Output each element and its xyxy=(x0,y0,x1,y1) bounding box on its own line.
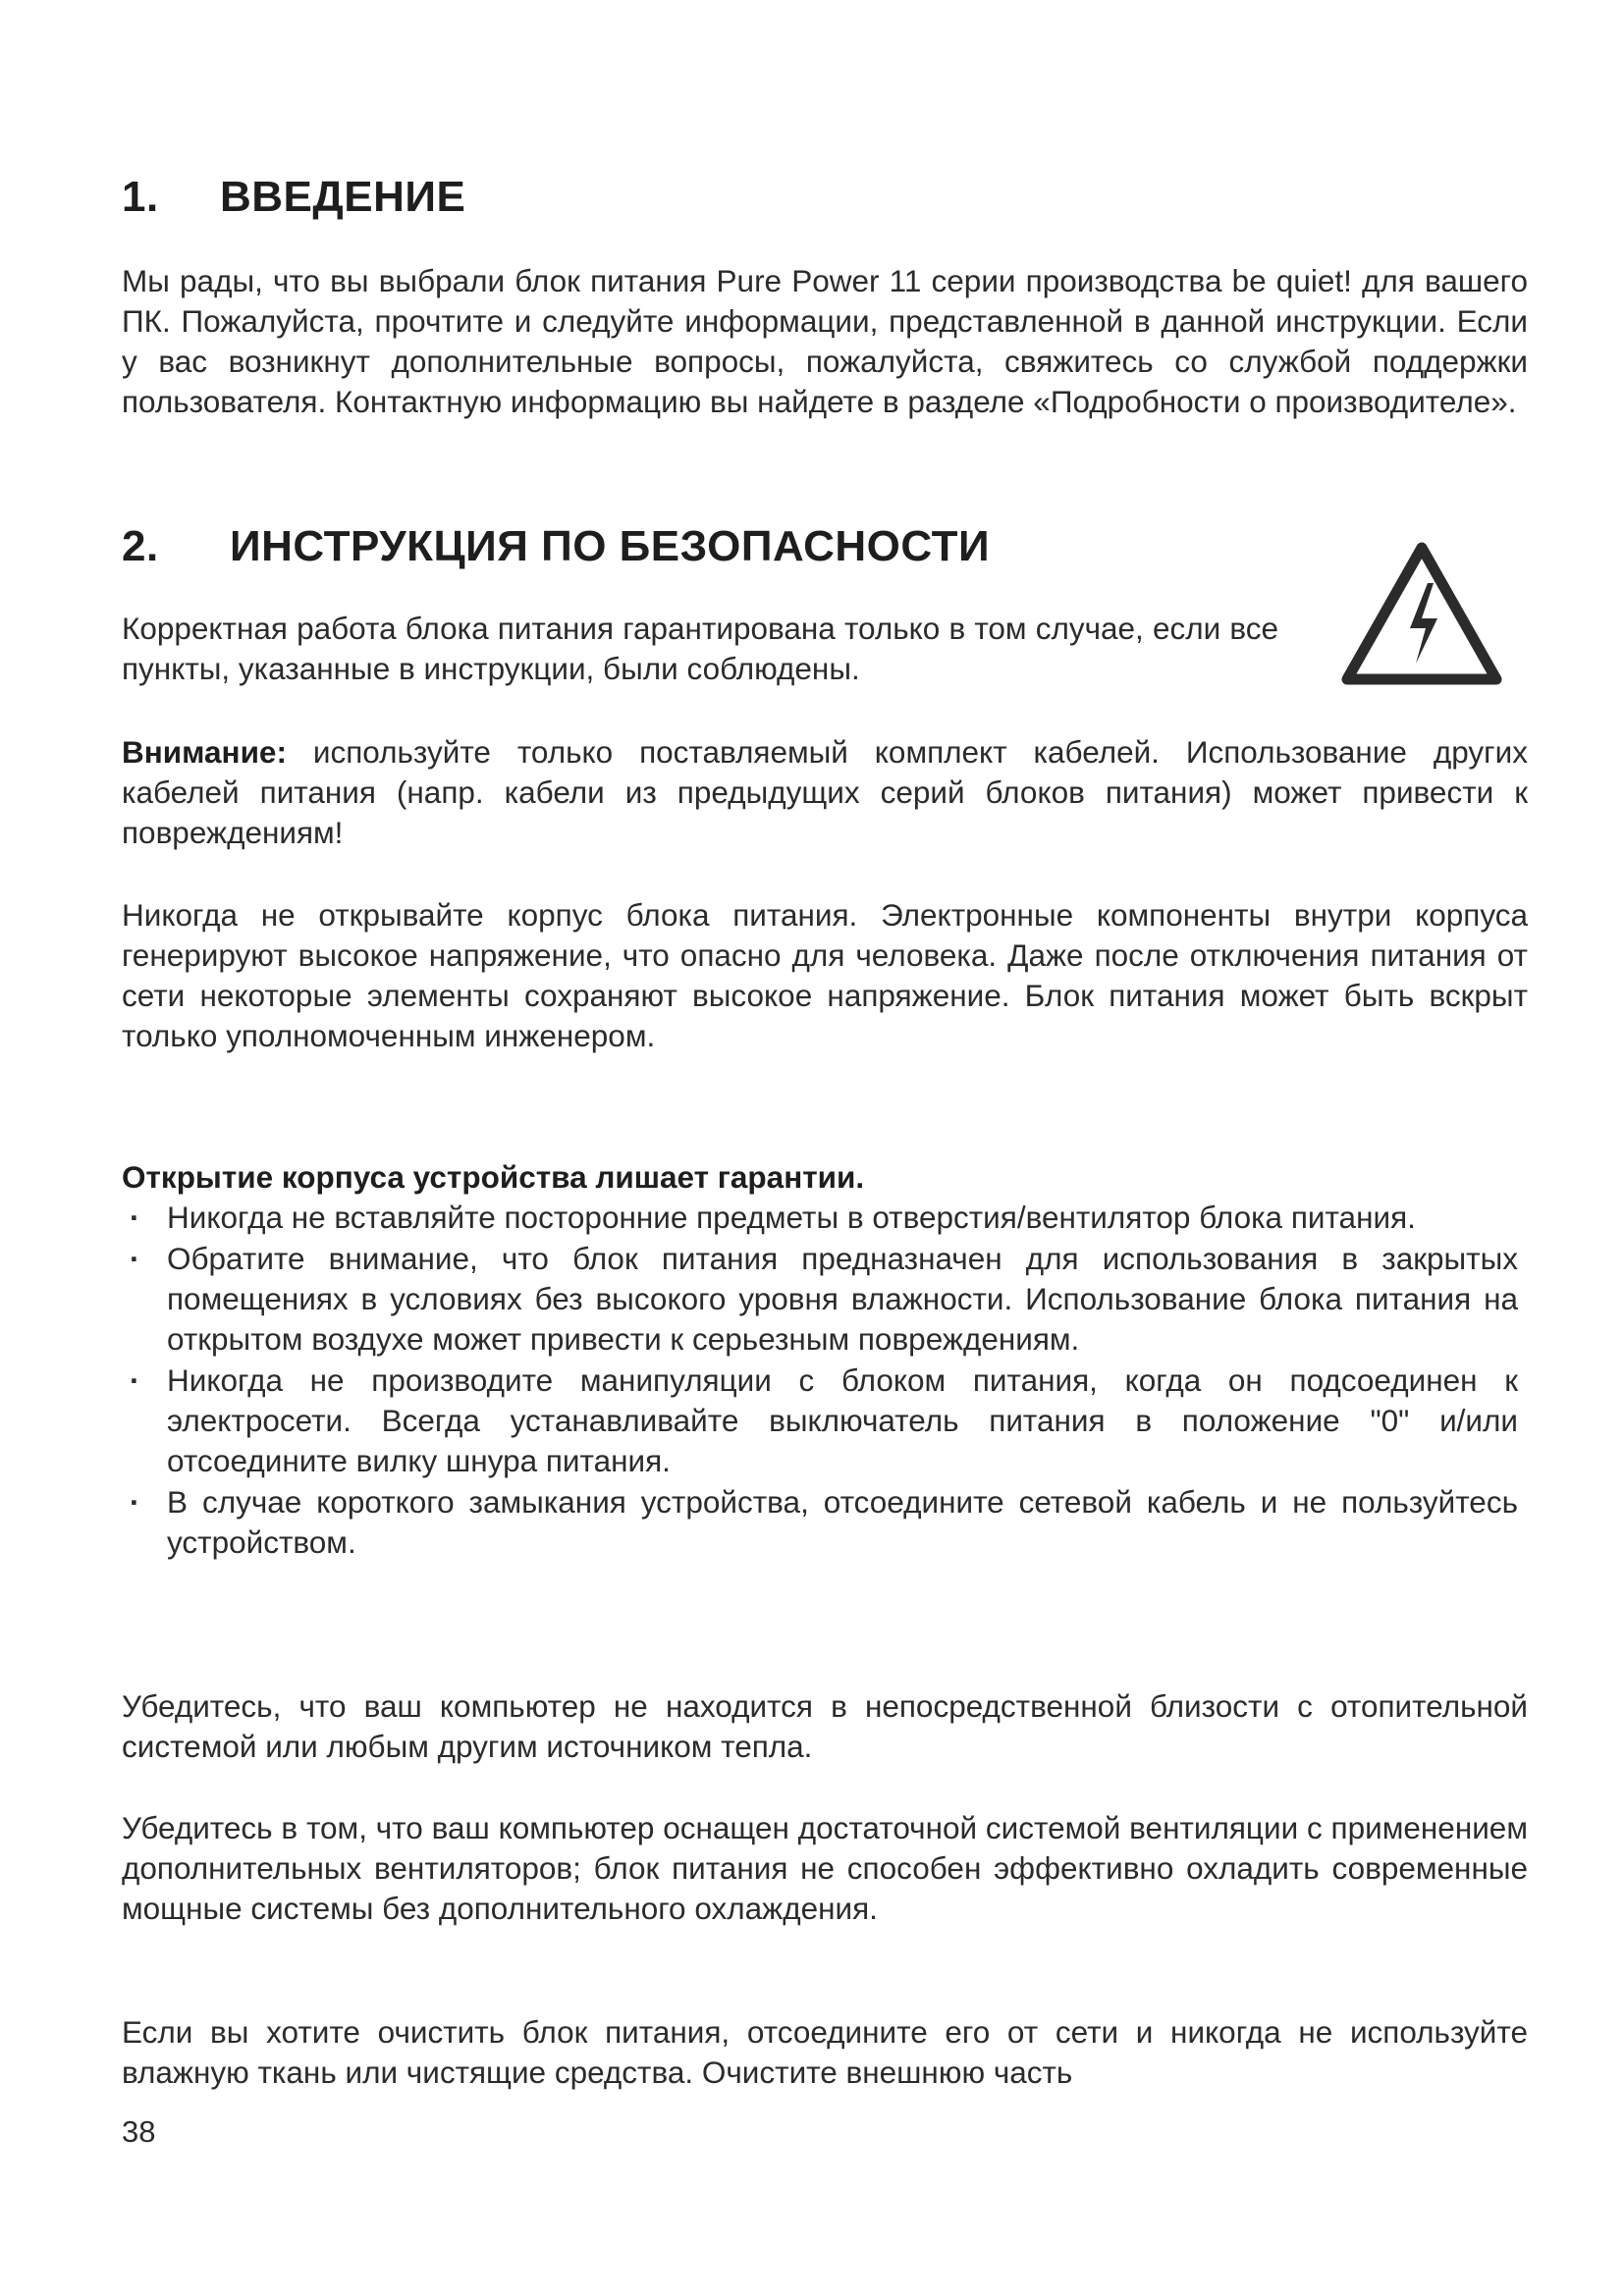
section-1-number: 1. xyxy=(122,173,159,221)
cleaning-paragraph: Если вы хотите очистить блок питания, отсоедините его от сети и никогда не используйте влажную ткань или чистящие средства. Очистите внешнюю часть xyxy=(122,2014,1528,2090)
safety-bullet-list xyxy=(122,1198,1518,1564)
page-number: 38 xyxy=(122,2114,156,2149)
safety-intro-paragraph: Корректная работа блока питания гарантирована только в том случае, если все пункты, указанные в инструкции, были соблюдены. xyxy=(122,611,1278,686)
attention-label: Внимание: xyxy=(122,734,287,770)
list-item xyxy=(122,1482,1518,1563)
bullet-text: Обратите внимание, что блок питания предназначен для использования в закрытых помещениях в условиях без высокого уровня влажности. Использование блока питания на открытом воздухе может привести к серьезным повреждениям. xyxy=(167,1241,1518,1357)
section-2-heading xyxy=(122,522,990,571)
intro-paragraph: Мы рады, что вы выбрали блок питания Pure Power 11 серии производства be quiet! для вашего ПК. Пожалуйста, прочтите и следуйте информации, представленной в данной инструкции. Если у вас возникнут дополнительные вопросы, пожалуйста, свяжитесь со службой поддержки пользователя. Контактную информацию вы найдете в разделе «Подробности о производителе». xyxy=(122,263,1528,419)
warranty-heading-text: Открытие корпуса устройства лишает гарантии. xyxy=(122,1159,865,1195)
section-1-heading xyxy=(122,173,465,222)
section-1-title: ВВЕДЕНИЕ xyxy=(220,173,466,221)
ventilation-paragraph: Убедитесь в том, что ваш компьютер оснащен достаточной системой вентиляции с применением дополнительных вентиляторов; блок питания не способен эффективно охладить современные мощные системы без дополнительного охлаждения. xyxy=(122,1810,1528,1926)
high-voltage-warning-icon xyxy=(1337,538,1506,693)
bullet-text: Никогда не вставляйте посторонние предметы в отверстия/вентилятор блока питания. xyxy=(167,1200,1416,1235)
heat-source-paragraph: Убедитесь, что ваш компьютер не находится в непосредственной близости с отопительной системой или любым другим источником тепла. xyxy=(122,1688,1528,1764)
bullet-text: В случае короткого замыкания устройства, отсоедините сетевой кабель и не пользуйтесь устройством. xyxy=(167,1484,1518,1560)
attention-text: используйте только поставляемый комплект кабелей. Использование других кабелей питания (напр. кабели из предыдущих серий блоков питания) может привести к повреждениям! xyxy=(122,734,1528,850)
bullet-icon: · xyxy=(130,1241,140,1276)
attention-paragraph xyxy=(122,732,1528,853)
list-item xyxy=(122,1198,1518,1238)
list-item xyxy=(122,1361,1518,1481)
list-item xyxy=(122,1239,1518,1360)
never-open-paragraph: Никогда не открывайте корпус блока питания. Электронные компоненты внутри корпуса генерируют высокое напряжение, что опасно для человека. Даже после отключения питания от сети некоторые элементы сохраняют высокое напряжение. Блок питания может быть вскрыт только уполномоченным инженером. xyxy=(122,897,1528,1053)
warranty-heading xyxy=(122,1157,1528,1198)
bullet-icon: · xyxy=(130,1362,140,1398)
section-2-number: 2. xyxy=(122,522,159,570)
bullet-icon: · xyxy=(130,1200,140,1235)
section-2-title: ИНСТРУКЦИЯ ПО БЕЗОПАСНОСТИ xyxy=(230,522,991,570)
bullet-icon: · xyxy=(130,1484,140,1520)
bullet-text: Никогда не производите манипуляции с блоком питания, когда он подсоединен к электросети. Всегда устанавливайте выключатель питания в положение "0" и/или отсоедините вилку шнура питания. xyxy=(167,1362,1518,1478)
